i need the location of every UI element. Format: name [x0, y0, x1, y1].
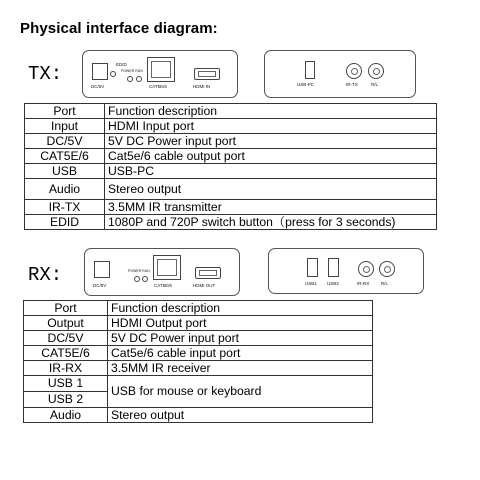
dc-label: DC/5V [91, 84, 105, 89]
port-cell: DC/5V [24, 331, 108, 346]
usb2-port [328, 258, 339, 277]
rl-label: R/L [381, 281, 389, 286]
usb2-label: USB2 [327, 281, 339, 286]
table-header-row [25, 104, 437, 119]
tx-right-panel [264, 50, 416, 98]
table-header-row [24, 301, 373, 316]
port-cell: USB 2 [24, 392, 108, 408]
header-function: Function description [105, 104, 437, 119]
usb-pc-label: USB-PC [297, 82, 315, 87]
hdmi-out-label: HDMI OUT [193, 283, 216, 288]
table-row [25, 149, 437, 164]
table-row [24, 316, 373, 331]
function-cell: Cat5e/6 cable output port [105, 149, 437, 164]
power-led-icon [134, 276, 140, 282]
cat-label: CAT5E/6 [154, 283, 172, 288]
ir-tx-label: IR-TX [346, 82, 358, 87]
header-function: Function description [108, 301, 373, 316]
dc-port [92, 63, 108, 80]
port-cell: Output [24, 316, 108, 331]
port-cell: Input [25, 119, 105, 134]
port-cell: Audio [24, 408, 108, 423]
hdmi-in-label: HDMI IN [193, 84, 211, 89]
tx-spec-table [24, 103, 437, 230]
ir-rx-label: IR-RX [357, 281, 370, 286]
rx-right-panel [268, 248, 424, 294]
port-cell: DC/5V [25, 134, 105, 149]
cat-port [153, 255, 181, 280]
hdmi-port [194, 68, 220, 80]
function-cell: 3.5MM IR transmitter [105, 200, 437, 215]
port-cell: Audio [25, 179, 105, 200]
page-title: Physical interface diagram: [20, 20, 218, 37]
function-cell: 5V DC Power input port [108, 331, 373, 346]
usb-port [305, 61, 315, 79]
function-cell: Stereo output [105, 179, 437, 200]
table-row [24, 376, 373, 392]
port-cell: CAT5E/6 [24, 346, 108, 361]
function-cell: 3.5MM IR receiver [108, 361, 373, 376]
function-cell: 5V DC Power input port [105, 134, 437, 149]
function-cell: USB-PC [105, 164, 437, 179]
function-cell: USB for mouse or keyboard [108, 376, 373, 408]
dc-label: DC/5V [93, 283, 107, 288]
table-row [24, 361, 373, 376]
power-run-label: POWER RUN [121, 69, 143, 73]
port-cell: IR-RX [24, 361, 108, 376]
function-cell: Cat5e/6 cable input port [108, 346, 373, 361]
table-row [25, 134, 437, 149]
table-row [25, 164, 437, 179]
usb1-port [307, 258, 318, 277]
rx-label: RX: [28, 264, 63, 286]
cat-label: CAT5E/6 [149, 84, 167, 89]
table-row [25, 215, 437, 230]
port-cell: USB 1 [24, 376, 108, 392]
table-row [24, 408, 373, 423]
edid-label: EDID [116, 62, 127, 67]
table-row [25, 119, 437, 134]
hdmi-port [195, 267, 221, 279]
port-cell: IR-TX [25, 200, 105, 215]
function-cell: HDMI Input port [105, 119, 437, 134]
rl-label: R/L [371, 82, 379, 87]
table-row [25, 200, 437, 215]
table-row [25, 179, 437, 200]
run-led-icon [136, 76, 142, 82]
audio-jack [368, 63, 384, 79]
usb1-label: USB1 [305, 281, 317, 286]
function-cell: Stereo output [108, 408, 373, 423]
power-led-icon [127, 76, 133, 82]
header-port: Port [24, 301, 108, 316]
function-cell: HDMI Output port [108, 316, 373, 331]
port-cell: EDID [25, 215, 105, 230]
edid-button-icon [110, 71, 116, 77]
run-led-icon [142, 276, 148, 282]
rx-spec-table [23, 300, 373, 423]
audio-jack [379, 261, 395, 277]
port-cell: USB [25, 164, 105, 179]
table-row [24, 331, 373, 346]
header-port: Port [25, 104, 105, 119]
table-row [24, 346, 373, 361]
port-cell: CAT5E/6 [25, 149, 105, 164]
tx-label: TX: [28, 63, 63, 85]
dc-port [94, 261, 110, 278]
function-cell: 1080P and 720P switch button（press for 3 seconds) [105, 215, 437, 230]
ir-jack [358, 261, 374, 277]
ir-jack [346, 63, 362, 79]
rx-left-panel [84, 248, 240, 296]
power-run-label: POWER RUN [128, 269, 150, 273]
tx-left-panel [82, 50, 238, 98]
cat-port [147, 57, 175, 82]
